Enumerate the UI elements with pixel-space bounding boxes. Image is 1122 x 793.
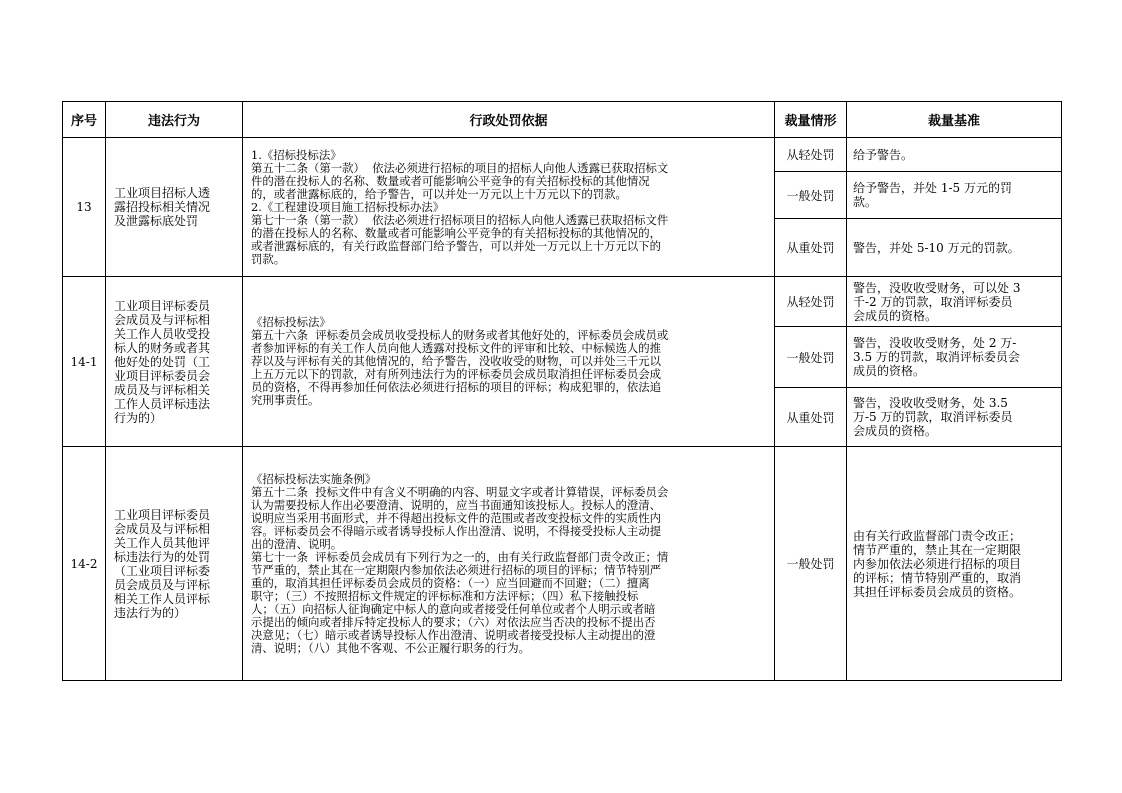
penalty-table (62, 101, 1062, 681)
header-row (63, 102, 1062, 138)
row-seq: 14-1 (63, 277, 106, 447)
standard-cell (847, 138, 1062, 172)
standard-line: 会成员的资格。 (853, 424, 938, 438)
violation-line: 及泄露标底处罚 (114, 214, 199, 228)
standard-line: 3.5 万的罚款，取消评标委员会 (853, 350, 1020, 364)
standard-line: 警告，并处 5-10 万元的罚款。 (853, 240, 1020, 255)
standard-cell (847, 219, 1062, 277)
standard-cell (847, 447, 1062, 681)
violation-line: 标违法行为的处罚 (114, 549, 211, 564)
violation-line: 会成员及与评标相 (114, 521, 211, 536)
basis-line: 罚款。 (251, 251, 286, 266)
basis-line: 第七十一条（第一款） 依法必须进行招标项目的招标人向他人透露已获取招标文件 (251, 212, 669, 227)
violation-cell (106, 277, 243, 447)
basis-cell (243, 277, 775, 447)
basis-line: 第七十一条 评标委员会成员有下列行为之一的，由有关行政监督部门责令改正；情 (251, 549, 669, 564)
violation-line: 关工作人员其他评 (114, 535, 211, 550)
standard-cell (847, 277, 1062, 327)
standard-line: 警告，没收收受财务，处 2 万- (853, 336, 1017, 350)
basis-line: 职守；（三）不按照招标文件规定的评标标准和方法评标；（四）私下接触投标 (251, 588, 639, 603)
basis-line: 的潜在投标人的名称、数量或者可能影响公平竞争的有关招标投标的其他情况的， (251, 225, 662, 240)
standard-line: 情节严重的，禁止其在一定期限 (853, 542, 1022, 557)
basis-line: 第五十六条 评标委员会成员收受投标人的财务或者其他好处的，评标委员会成员或 (251, 328, 669, 342)
standard-line: 会成员的资格。 (853, 308, 938, 323)
violation-line: 他好处的处罚（工 (114, 354, 211, 369)
row-seq: 14-2 (63, 447, 106, 681)
violation-cell (106, 138, 243, 277)
basis-line: 的，或者泄露标底的，给予警告，可以并处一万元以上十万元以下的罚款。 (251, 186, 627, 201)
basis-line: 者参加评标的有关工作人员向他人透露对投标文件的评审和比较、中标候选人的推 (251, 341, 662, 355)
standard-line: 给予警告。 (853, 147, 914, 162)
violation-line: 违法行为的） (114, 605, 187, 620)
standard-line: 成员的资格。 (853, 364, 926, 378)
level-cell: 一般处罚 (775, 327, 847, 388)
header-level: 裁量情形 (775, 102, 847, 138)
header-basis: 行政处罚依据 (243, 102, 775, 138)
violation-line: 员会成员及与评标 (114, 577, 211, 592)
violation-line: 成员及与评标相关 (114, 382, 211, 397)
basis-line: 说明应当采用书面形式，并不得超出投标文件的范围或者改变投标文件的实质性内 (251, 510, 662, 525)
level-cell: 一般处罚 (775, 447, 847, 681)
standard-line: 万-5 万的罚款，取消评标委员 (853, 410, 1013, 424)
standard-line: 款。 (853, 195, 878, 209)
basis-line: 件的潜在投标人的名称、数量或者可能影响公平竞争的有关招标投标的其他情况 (251, 173, 650, 188)
violation-line: 工业项目招标人透 (114, 186, 211, 200)
table-row (63, 138, 1062, 172)
basis-line: 容。评标委员会不得暗示或者诱导投标人作出澄清、说明，不得接受投标人主动提 (251, 523, 662, 538)
standard-cell (847, 172, 1062, 219)
basis-line: 《招标投标法实施条例》 (251, 471, 377, 486)
violation-line: 工作人员评标违法 (114, 396, 211, 411)
violation-cell (106, 447, 243, 681)
basis-line: 1.《招标投标法》 (251, 147, 342, 162)
level-cell: 从重处罚 (775, 219, 847, 277)
table-row (63, 277, 1062, 327)
level-cell: 从轻处罚 (775, 138, 847, 172)
header-standard: 裁量基准 (847, 102, 1062, 138)
violation-line: 业项目评标委员会 (114, 368, 211, 383)
standard-cell (847, 327, 1062, 388)
violation-line: 露招投标相关情况 (114, 200, 211, 214)
basis-line: 荐以及与评标有关的其他情况的，给予警告，没收收受的财物，可以并处三千元以 (251, 354, 662, 368)
standard-line: 千-2 万的罚款，取消评标委员 (853, 294, 1013, 309)
table-row (63, 447, 1062, 681)
basis-cell (243, 138, 775, 277)
basis-line: 人；（五）向招标人征询确定中标人的意向或者接受任何单位或者个人明示或者暗 (251, 601, 656, 616)
basis-line: 第五十二条（第一款） 依法必须进行招标的项目的招标人向他人透露已获取招标文 (251, 160, 669, 175)
basis-line: 重的，取消其担任评标委员会成员的资格：（一）应当回避而不回避；（二）擅离 (251, 575, 650, 590)
violation-line: （工业项目评标委 (114, 563, 211, 578)
basis-line: 节严重的，禁止其在一定期限内参加依法必须进行招标的项目的评标；情节特别严 (251, 562, 662, 577)
violation-line: 工业项目评标委员 (114, 507, 211, 522)
basis-line: 出的澄清、说明。 (251, 536, 343, 551)
level-cell: 从重处罚 (775, 388, 847, 447)
standard-line: 警告，没收收受财务，可以处 3 (853, 280, 1021, 295)
basis-line: 认为需要投标人作出必要澄清、说明的，应当书面通知该投标人。投标人的澄清、 (251, 497, 662, 512)
basis-line: 示提出的倾向或者排斥特定投标人的要求；（六）对依法应当否决的投标不提出否 (251, 614, 656, 629)
basis-line: 究刑事责任。 (251, 393, 320, 407)
violation-line: 行为的） (114, 410, 163, 425)
basis-line: 《招标投标法》 (251, 315, 331, 329)
violation-line: 标人的财务或者其 (114, 340, 211, 355)
basis-line: 2.《工程建设项目施工招标投标办法》 (251, 199, 445, 214)
level-cell: 一般处罚 (775, 172, 847, 219)
violation-line: 会成员及与评标相 (114, 312, 211, 327)
standard-line: 内参加依法必须进行招标的项目 (853, 556, 1022, 571)
violation-line: 关工作人员收受投 (114, 326, 211, 341)
basis-line: 上五万元以下的罚款，对有所列违法行为的评标委员会成员取消担任评标委员会成 (251, 367, 662, 381)
level-cell: 从轻处罚 (775, 277, 847, 327)
standard-line: 给予警告，并处 1-5 万元的罚 (853, 181, 1012, 195)
basis-line: 清、说明；（八）其他不客观、不公正履行职务的行为。 (251, 640, 531, 655)
standard-line: 的评标；情节特别严重的，取消 (853, 570, 1022, 585)
basis-line: 第五十二条 投标文件中有含义不明确的内容、明显文字或者计算错误，评标委员会 (251, 484, 669, 499)
standard-cell (847, 388, 1062, 447)
standard-line: 警告，没收收受财务，处 3.5 (853, 396, 1008, 410)
header-seq: 序号 (63, 102, 106, 138)
standard-line: 其担任评标委员会成员的资格。 (853, 584, 1022, 599)
row-seq: 13 (63, 138, 106, 277)
basis-line: 员的资格，不得再参加任何依法必须进行招标的项目的评标；构成犯罪的，依法追 (251, 380, 662, 394)
standard-line: 由有关行政监督部门责令改正； (853, 528, 1022, 543)
violation-line: 工业项目评标委员 (114, 298, 211, 313)
basis-cell (243, 447, 775, 681)
basis-line: 或者泄露标底的，有关行政监督部门给予警告，可以并处一万元以上十万元以下的 (251, 238, 662, 253)
header-violation: 违法行为 (106, 102, 243, 138)
violation-line: 相关工作人员评标 (114, 591, 211, 606)
basis-line: 决意见；（七）暗示或者诱导投标人作出澄清、说明或者接受投标人主动提出的澄 (251, 627, 656, 642)
